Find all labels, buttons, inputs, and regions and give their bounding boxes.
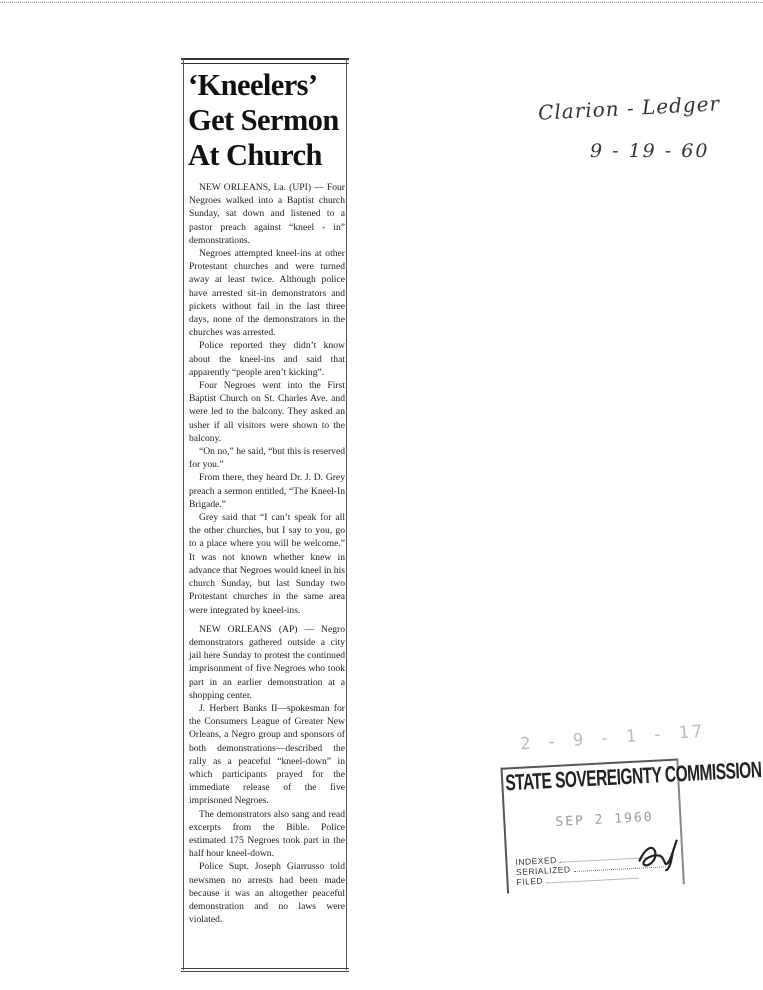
stamp-date: SEP 2 1960 (555, 809, 654, 830)
article-paragraph: Police Supt. Joseph Giarrusso told newsmen no arrests had been made because it was an altogether peaceful demonstration and no laws were violated. (189, 861, 345, 926)
article-paragraph: From there, they heard Dr. J. D. Grey preach a sermon entitled, “The Kneel-In Brigade.” (189, 472, 345, 510)
stamp-field-label: FILED (516, 875, 544, 888)
stamp-serial-number: 2 - 9 - 1 - 17 (519, 721, 706, 755)
article-paragraph: Grey said that “I can’t speak for all the other churches, but I say to you, go to a place where you will be welcome.” It was not known whether knew in advance that Negroes would kneel in his church Sunday, but last Sunday two Protestant churches in the same area were integrated by kneel-ins. (189, 512, 345, 616)
article-paragraph: NEW ORLEANS, La. (UPI) — Four Negroes walked into a Baptist church Sunday, sat down and listened to a pastor preach against “kneel - in” demonstrations. (189, 182, 345, 246)
article-paragraph: “On no,” he said, “but this is reserved for you.” (189, 446, 345, 471)
headline-line: At Church (188, 138, 322, 172)
article-paragraph: J. Herbert Banks II—spokesman for the Consumers League of Greater New Orleans, a Negro group and sponsors of both demonstrations—described the rally as a peaceful “kneel-down” in which participants prayed for the immediate release of the five imprisoned Negroes. (189, 702, 345, 807)
headline-line: ‘Kneelers’ (188, 68, 318, 102)
stamp-field-label: SERIALIZED (515, 864, 571, 878)
page-top-dotted-edge (0, 2, 763, 3)
headline-line: Get Sermon (188, 103, 339, 137)
handwritten-source: Clarion - Ledger (537, 91, 721, 125)
article-paragraph: The demonstrators also sang and read excerpts from the Bible. Police estimated 175 Negroes took part in the half hour kneel-down. (189, 808, 345, 860)
commission-stamp (496, 748, 763, 902)
article-paragraph: NEW ORLEANS (AP) — Negro demonstrators gathered outside a city jail here Sunday to protest the continued imprisonment of five Negroes who took part in an earlier demonstration at a shopping center. (189, 623, 345, 701)
article-body (189, 181, 345, 926)
article-paragraph: Negroes attempted kneel-ins at other Protestant churches and were turned away at least twice. Although police have arrested sit-in demonstrators and pickets without fail in the last three days, none of the demonstrators in the churches was arrested. (189, 248, 345, 339)
stamp-field-label: INDEXED (515, 854, 557, 868)
clipping-bottom-rule (181, 968, 349, 972)
handwritten-initials-icon (634, 836, 682, 872)
stamp-title: STATE SOVEREIGNTY COMMISSION (504, 758, 763, 797)
article-paragraph: Four Negroes went into the First Baptist Church on St. Charles Ave. and were led to the balcony. They asked an usher if all visitors were shown to the balcony. (189, 380, 345, 444)
article-paragraph: Police reported they didn’t know about the kneel-ins and said that apparently “people aren’t kicking”. (189, 340, 345, 378)
handwritten-date: 9 - 19 - 60 (590, 140, 710, 162)
article-headline (188, 68, 346, 173)
